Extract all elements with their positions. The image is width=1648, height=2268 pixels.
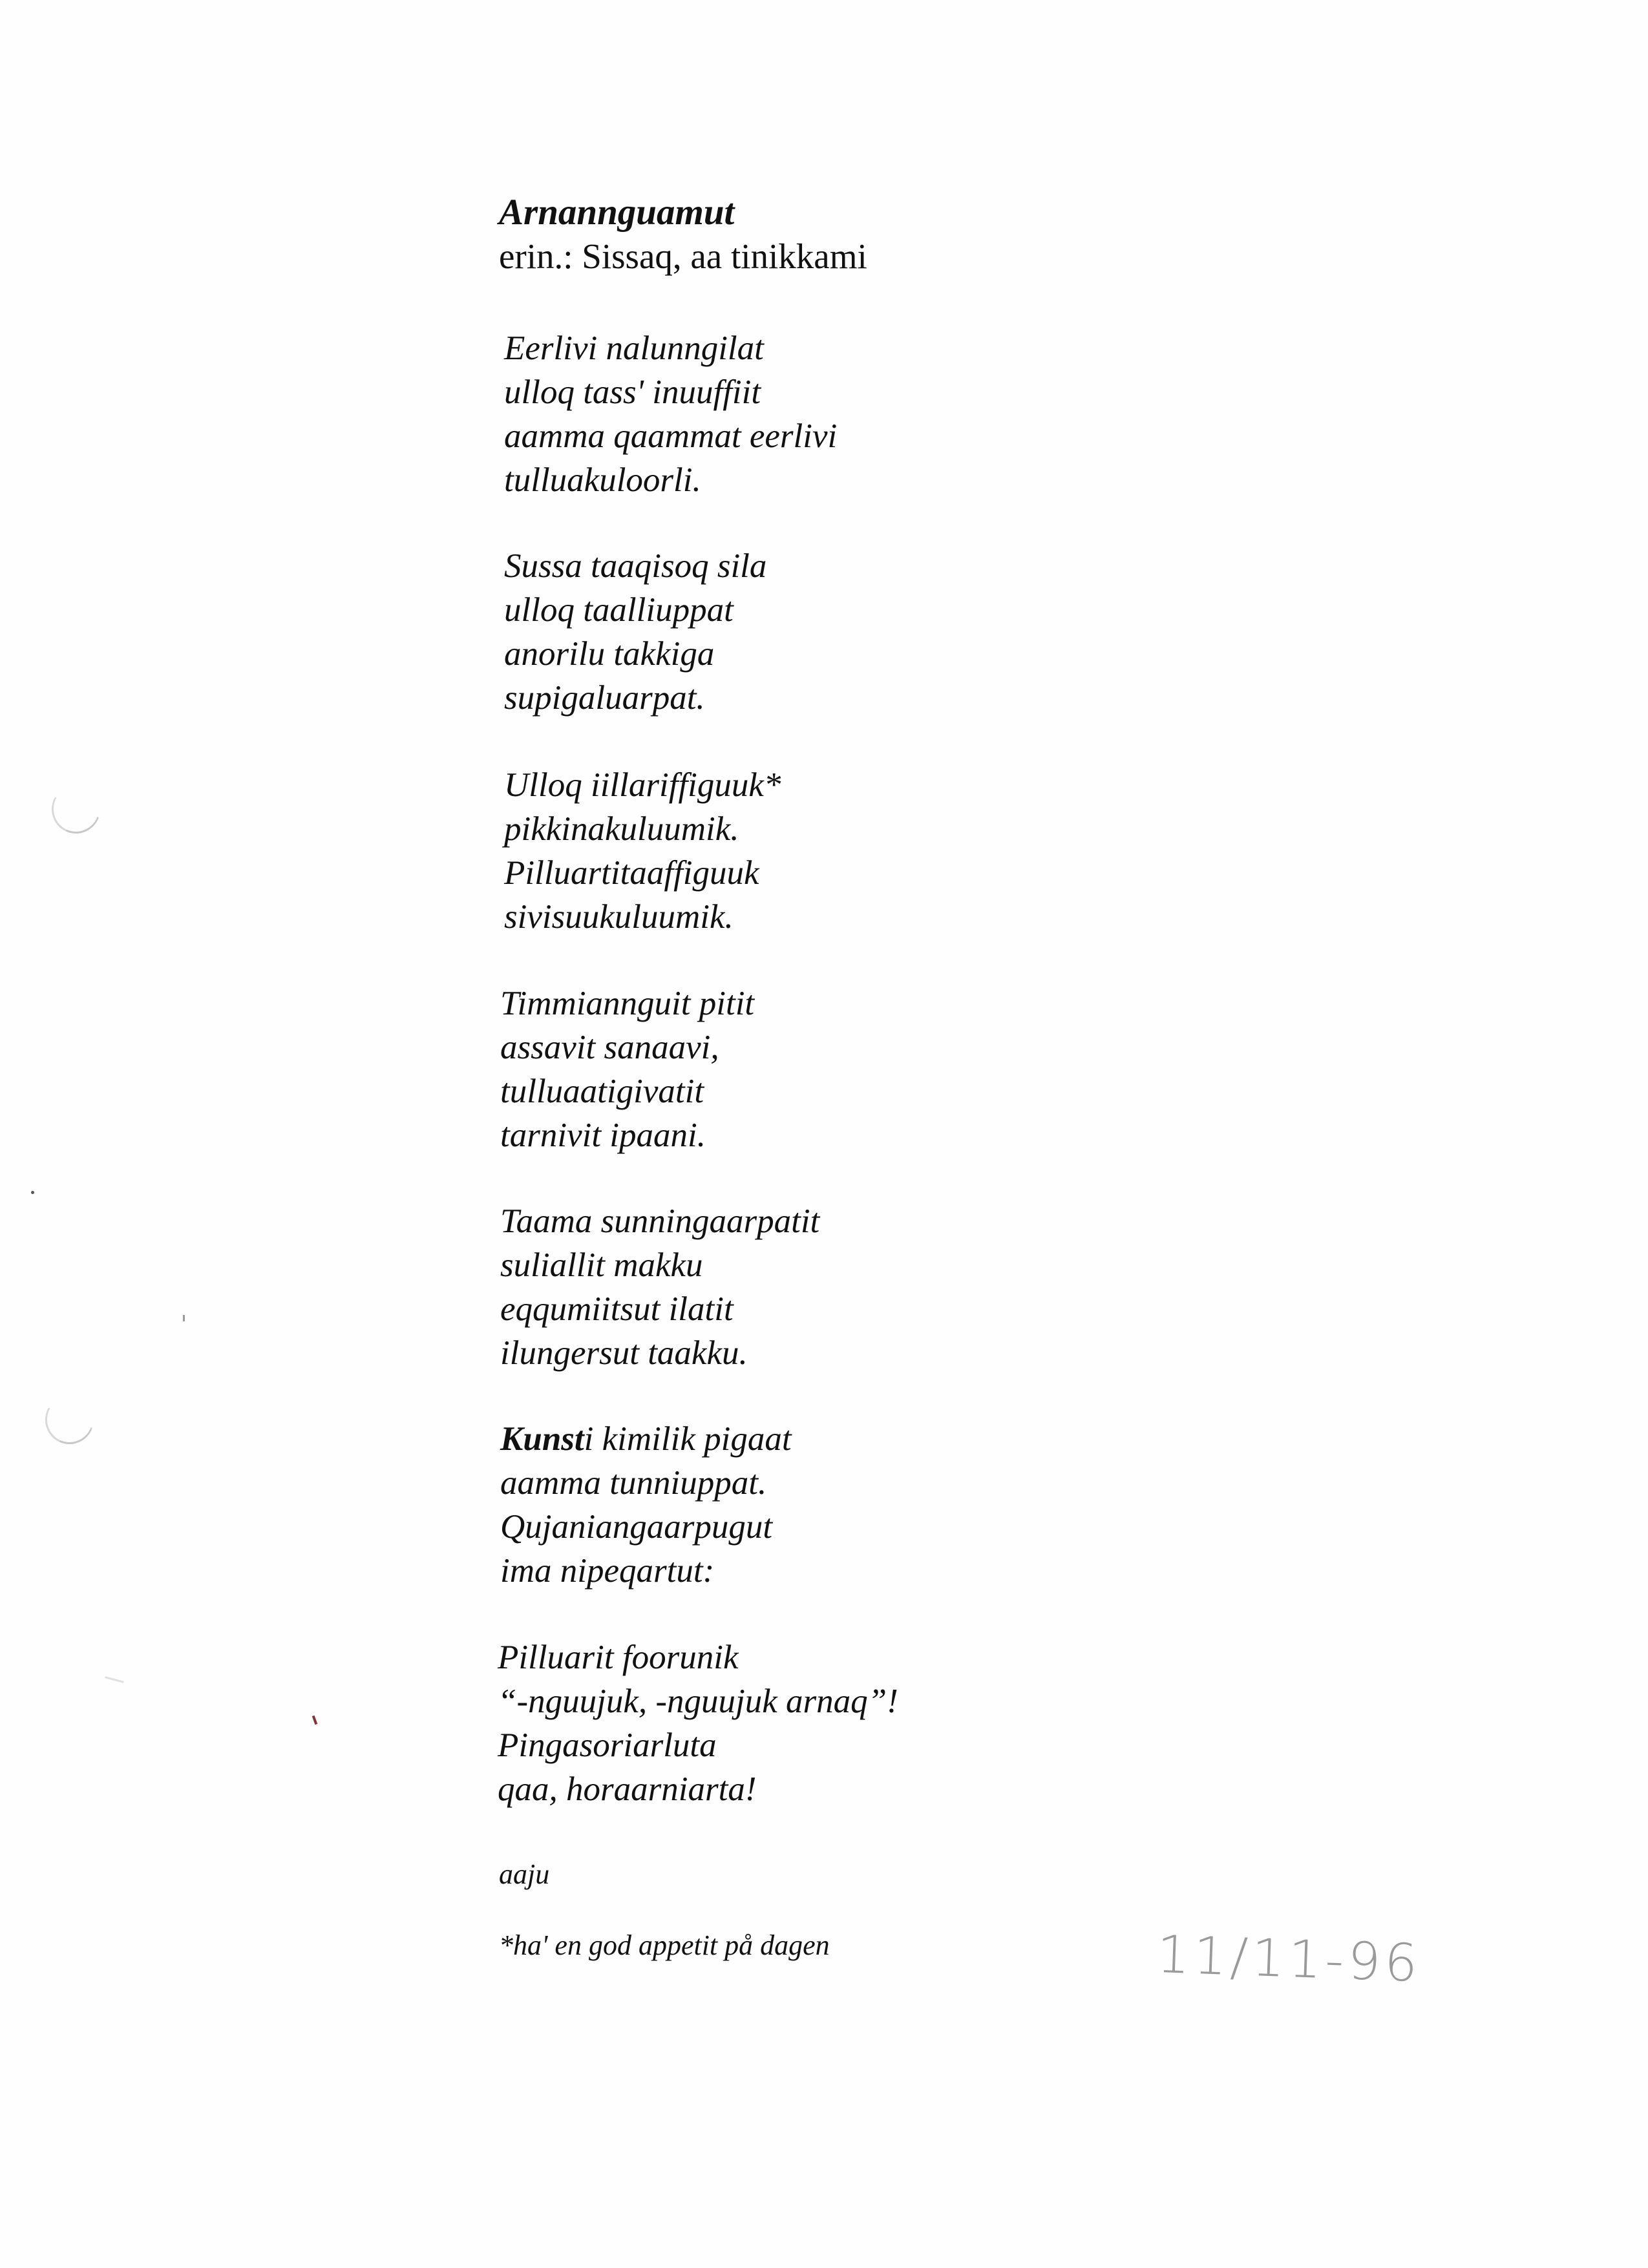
punch-hole-mark <box>45 778 107 840</box>
stanza-4 <box>500 982 754 1157</box>
stanza-line: Pilluarit foorunik <box>498 1639 739 1676</box>
stanza-6 <box>500 1417 792 1593</box>
stanza-5 <box>500 1199 819 1375</box>
signature: aaju <box>499 1858 550 1890</box>
stanza-line: anorilu takkiga <box>504 635 715 673</box>
stanza-line: ilungersut taakku. <box>500 1334 748 1372</box>
stanza-line: supigaluarpat. <box>504 679 705 717</box>
stanza-line: eqqumiitsut ilatit <box>500 1290 734 1328</box>
stanza-2 <box>504 544 766 720</box>
stanza-line: sivisuukuluumik. <box>504 898 734 936</box>
stanza-line: Sussa taaqisoq sila <box>504 547 767 585</box>
stanza-line-first <box>500 1417 792 1461</box>
poem-subtitle: erin.: Sissaq, aa tinikkami <box>499 236 867 276</box>
stanza-3 <box>504 763 781 939</box>
stanza-line: Taama sunningaarpatit <box>500 1202 820 1240</box>
poem-content <box>498 191 1145 1961</box>
stanza-line: ulloq taalliuppat <box>504 591 734 629</box>
stanza-line: Timmiannguit pitit <box>500 985 755 1022</box>
stanza-1 <box>504 326 837 502</box>
poem-title: Arnannguamut <box>499 192 735 233</box>
ink-speck <box>312 1716 318 1725</box>
ink-speck <box>31 1191 34 1194</box>
stanza-line: aamma qaammat eerlivi <box>504 417 838 455</box>
handwritten-date: 11/11-96 <box>1156 1924 1422 1994</box>
stanza-line: ima nipeqartut: <box>500 1552 715 1590</box>
footnote: *ha' en god appetit på dagen <box>499 1929 830 1961</box>
stanza-line: Pilluartitaaffiguuk <box>504 854 759 892</box>
stanza-line: tarnivit ipaani. <box>500 1117 706 1154</box>
stanza-line: Pingasoriarluta <box>498 1727 717 1764</box>
stanza-line: Qujaniangaarpugut <box>500 1508 773 1546</box>
bold-word-kunst: Kunst <box>500 1420 584 1458</box>
ink-speck <box>183 1315 185 1321</box>
stanza-line: tulluaatigivatit <box>500 1073 704 1110</box>
stanza-line: suliallit makku <box>500 1246 703 1284</box>
stanza-line: aamma tunniuppat. <box>500 1464 767 1502</box>
stanza-line: Ulloq iillariffiguuk* <box>504 766 781 804</box>
stanza-line: Eerlivi nalunngilat <box>504 330 764 367</box>
stanza-line: tulluakuloorli. <box>504 461 701 499</box>
stanza-7 <box>498 1635 898 1811</box>
scan-mark <box>105 1676 124 1683</box>
stanza-line: “-nguujuk, -nguujuk arnaq”! <box>498 1683 898 1720</box>
stanza-line: ulloq tass' inuuffiit <box>504 373 761 411</box>
stanza-line: pikkinakuluumik. <box>504 810 739 848</box>
stanza-line: assavit sanaavi, <box>500 1029 719 1066</box>
punch-hole-mark <box>38 1389 100 1451</box>
stanza-line: qaa, horaarniarta! <box>498 1770 757 1808</box>
stanza-line-rest: i kimilik pigaat <box>584 1420 792 1458</box>
